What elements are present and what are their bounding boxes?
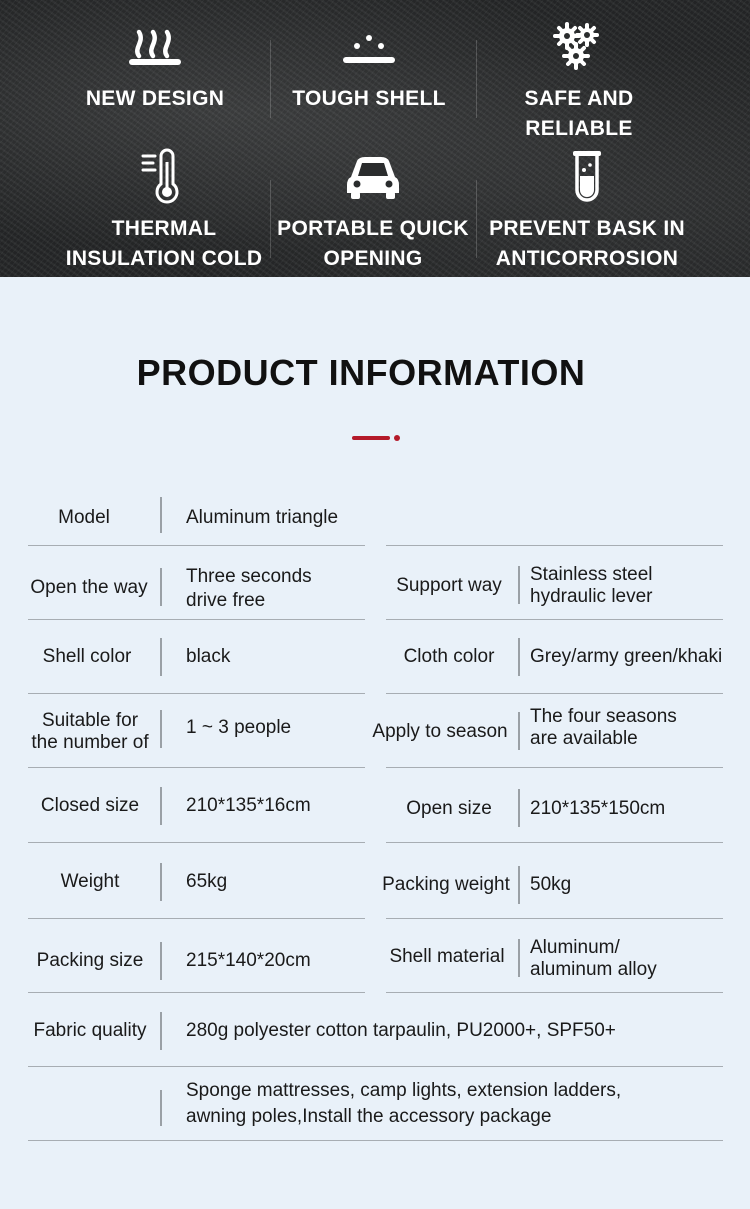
divider (270, 40, 271, 118)
spec-label-weight: Weight (60, 871, 120, 892)
divider (160, 710, 162, 748)
spec-value-model: Aluminum triangle (186, 507, 339, 528)
row-divider (28, 918, 365, 919)
feature-label: PREVENT BASK IN ANTICORROSION (489, 217, 685, 270)
row-divider (28, 992, 365, 993)
row-divider (386, 693, 723, 694)
divider (518, 566, 520, 604)
spec-value-closed-size: 210*135*16cm (186, 795, 311, 816)
spec-value-support-way: Stainless steel hydraulic lever (530, 564, 653, 607)
spec-label-cloth-color: Cloth color (403, 646, 495, 667)
car-icon (258, 150, 488, 202)
divider (160, 1090, 162, 1126)
heat-waves-icon (40, 20, 270, 72)
tough-shell-icon (254, 20, 484, 72)
row-divider (28, 1066, 723, 1067)
divider (518, 638, 520, 676)
spec-label-packing-size: Packing size (36, 950, 144, 971)
spec-value-packing-weight: 50kg (530, 874, 572, 895)
spec-label-shell-color: Shell color (42, 646, 132, 667)
spec-label-suitable-number: Suitable for the number of (31, 710, 149, 753)
divider (518, 866, 520, 904)
feature-new-design (40, 20, 270, 114)
spec-label-apply-season: Apply to season (372, 721, 508, 742)
row-divider (28, 1140, 723, 1141)
section-title: PRODUCT INFORMATION (136, 352, 586, 393)
title-accent-line (352, 436, 390, 440)
divider (476, 180, 477, 258)
feature-label: SAFE AND RELIABLE (524, 87, 634, 140)
divider (270, 180, 271, 258)
row-divider (28, 545, 365, 546)
spec-label-open-size: Open size (406, 798, 492, 819)
spec-label-model: Model (58, 507, 110, 528)
divider (160, 638, 162, 676)
divider (160, 863, 162, 901)
divider (476, 40, 477, 118)
feature-label: TOUGH SHELL (292, 87, 446, 110)
divider (160, 497, 162, 533)
feature-safe-reliable (464, 20, 694, 144)
spec-label-open-way: Open the way (30, 577, 148, 598)
row-divider (28, 767, 365, 768)
spec-value-cloth-color: Grey/army green/khaki (530, 646, 723, 667)
spec-label-shell-material: Shell material (389, 946, 505, 967)
spec-value-packing-size: 215*140*20cm (186, 950, 311, 971)
row-divider (386, 842, 723, 843)
test-tube-icon (472, 150, 702, 202)
title-accent-dot (394, 435, 400, 441)
row-divider (386, 619, 723, 620)
spec-value-open-way: Three seconds drive free (186, 566, 312, 611)
divider (160, 787, 162, 825)
feature-prevent-bask (472, 150, 702, 274)
spec-label-fabric-quality: Fabric quality (33, 1020, 147, 1041)
feature-tough-shell (254, 20, 484, 114)
divider (160, 1012, 162, 1050)
gears-icon (464, 20, 694, 72)
divider (160, 942, 162, 980)
row-divider (28, 619, 365, 620)
spec-value-weight: 65kg (186, 871, 228, 892)
row-divider (386, 767, 723, 768)
feature-label: THERMAL INSULATION COLD (65, 217, 263, 270)
feature-portable-quick-opening (258, 150, 488, 274)
divider (518, 789, 520, 827)
features-banner (0, 0, 750, 277)
spec-value-shell-material: Aluminum/ aluminum alloy (530, 937, 657, 980)
divider (518, 712, 520, 750)
row-divider (28, 693, 365, 694)
feature-label: PORTABLE QUICK OPENING (277, 217, 469, 270)
spec-value-open-size: 210*135*150cm (530, 798, 666, 819)
spec-value-shell-color: black (186, 646, 231, 667)
divider (518, 939, 520, 977)
feature-label: NEW DESIGN (85, 87, 225, 110)
row-divider (386, 918, 723, 919)
spec-label-support-way: Support way (396, 575, 502, 596)
spec-label-packing-weight: Packing weight (382, 874, 510, 895)
row-divider (28, 842, 365, 843)
spec-value-apply-season: The four seasons are available (530, 706, 677, 749)
spec-label-closed-size: Closed size (40, 795, 140, 816)
feature-thermal-insulation (49, 150, 279, 274)
divider (160, 568, 162, 606)
row-divider (386, 992, 723, 993)
spec-value-fabric-quality: 280g polyester cotton tarpaulin, PU2000+, SPF50+ (186, 1020, 616, 1041)
row-divider (386, 545, 723, 546)
thermometer-icon (49, 150, 279, 202)
spec-value-suitable-number: 1 ~ 3 people (186, 717, 292, 738)
spec-value-accessories: Sponge mattresses, camp lights, extension ladders, awning poles,Install the accessory package (186, 1080, 622, 1127)
